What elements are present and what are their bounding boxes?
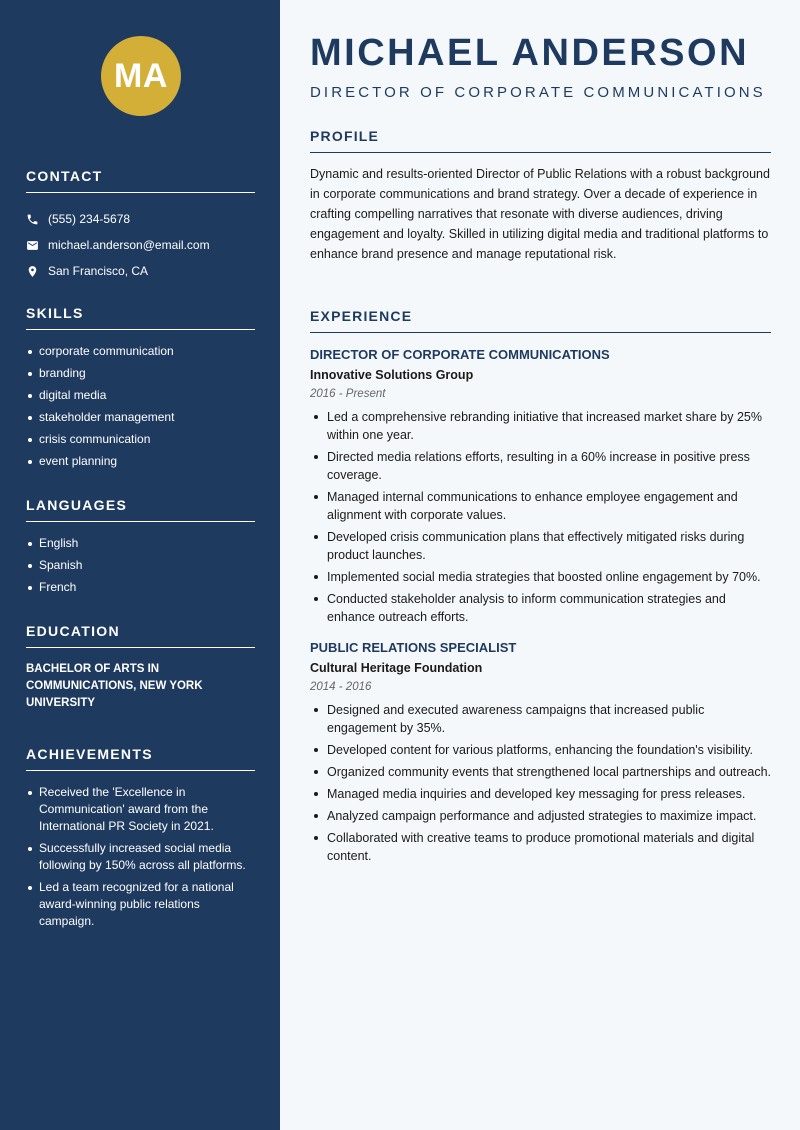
skill-item: branding xyxy=(26,365,255,382)
achievement-item: Received the 'Excellence in Communication' award from the International PR Society in 2021. xyxy=(26,784,255,835)
languages-list xyxy=(26,535,255,596)
job-bullet: Developed content for various platforms, enhancing the foundation's visibility. xyxy=(310,741,771,759)
job-bullet: Developed crisis communication plans that effectively mitigated risks during product launches. xyxy=(310,528,771,564)
job-bullet: Conducted stakeholder analysis to inform communication strategies and enhance outreach efforts. xyxy=(310,590,771,626)
phone-text: (555) 234-5678 xyxy=(48,212,131,226)
job-bullet: Implemented social media strategies that boosted online engagement by 70%. xyxy=(310,568,771,586)
language-item: French xyxy=(26,579,255,596)
contact-phone xyxy=(26,206,255,232)
job-title: PUBLIC RELATIONS SPECIALIST xyxy=(310,640,517,655)
job-bullet: Analyzed campaign performance and adjusted strategies to maximize impact. xyxy=(310,807,771,825)
skills-section xyxy=(26,305,255,475)
profile-section xyxy=(310,128,771,264)
education-degree: BACHELOR OF ARTS IN COMMUNICATIONS, NEW YORK UNIVERSITY xyxy=(26,663,203,709)
language-item: English xyxy=(26,535,255,552)
location-text: San Francisco, CA xyxy=(48,264,149,278)
education-heading: EDUCATION xyxy=(26,623,255,648)
profile-text: Dynamic and results-oriented Director of Public Relations with a robust background in corporate communications and brand strategy. Over a decade of experience in crafting compelling narratives that resonate with diverse audiences, driving engagement and loyalty. Skilled in utilizing digital media and traditional platforms to enhance brand presence and manage reputational risk. xyxy=(310,167,770,261)
skills-list xyxy=(26,343,255,470)
location-pin-icon xyxy=(26,265,39,278)
achievement-item: Successfully increased social media following by 150% across all platforms. xyxy=(26,840,255,874)
skill-item: stakeholder management xyxy=(26,409,255,426)
candidate-role: DIRECTOR OF CORPORATE COMMUNICATIONS xyxy=(310,84,766,101)
languages-section xyxy=(26,497,255,601)
job-bullets xyxy=(310,701,771,865)
job-dates: 2014 - 2016 xyxy=(310,681,372,693)
skill-item: digital media xyxy=(26,387,255,404)
job-bullet: Managed internal communications to enhance employee engagement and alignment with corporate values. xyxy=(310,488,771,524)
job-bullets xyxy=(310,408,771,626)
languages-heading: LANGUAGES xyxy=(26,497,255,522)
achievement-item: Led a team recognized for a national award-winning public relations campaign. xyxy=(26,879,255,930)
job-company: Cultural Heritage Foundation xyxy=(310,661,483,675)
avatar xyxy=(101,36,181,116)
experience-section xyxy=(310,308,771,869)
language-item: Spanish xyxy=(26,557,255,574)
achievements-list xyxy=(26,784,255,930)
contact-email xyxy=(26,232,255,258)
contact-section xyxy=(26,168,255,284)
job-bullet: Designed and executed awareness campaigns that increased public engagement by 35%. xyxy=(310,701,771,737)
job-company: Innovative Solutions Group xyxy=(310,368,474,382)
achievements-section xyxy=(26,746,255,935)
skill-item: corporate communication xyxy=(26,343,255,360)
contact-location xyxy=(26,258,255,284)
job-bullet: Managed media inquiries and developed key messaging for press releases. xyxy=(310,785,771,803)
phone-icon xyxy=(26,213,39,226)
job-bullet: Directed media relations efforts, resulting in a 60% increase in positive press coverage. xyxy=(310,448,771,484)
profile-heading: PROFILE xyxy=(310,128,771,153)
education-section xyxy=(26,623,255,712)
job-entry xyxy=(310,640,771,865)
contact-heading: CONTACT xyxy=(26,168,255,193)
sidebar xyxy=(0,0,280,1130)
job-bullet: Led a comprehensive rebranding initiative that increased market share by 25% within one year. xyxy=(310,408,771,444)
job-dates: 2016 - Present xyxy=(310,388,386,400)
skill-item: crisis communication xyxy=(26,431,255,448)
candidate-name: MICHAEL ANDERSON xyxy=(310,32,750,74)
skill-item: event planning xyxy=(26,453,255,470)
avatar-initials: MA xyxy=(114,56,168,95)
skills-heading: SKILLS xyxy=(26,305,255,330)
mail-icon xyxy=(26,239,39,252)
job-entry xyxy=(310,347,771,626)
email-text: michael.anderson@email.com xyxy=(48,238,210,252)
main-content xyxy=(280,0,800,1130)
achievements-heading: ACHIEVEMENTS xyxy=(26,746,255,771)
job-title: DIRECTOR OF CORPORATE COMMUNICATIONS xyxy=(310,347,610,362)
job-bullet: Organized community events that strengthened local partnerships and outreach. xyxy=(310,763,771,781)
experience-heading: EXPERIENCE xyxy=(310,308,771,333)
job-bullet: Collaborated with creative teams to produce promotional materials and digital content. xyxy=(310,829,771,865)
